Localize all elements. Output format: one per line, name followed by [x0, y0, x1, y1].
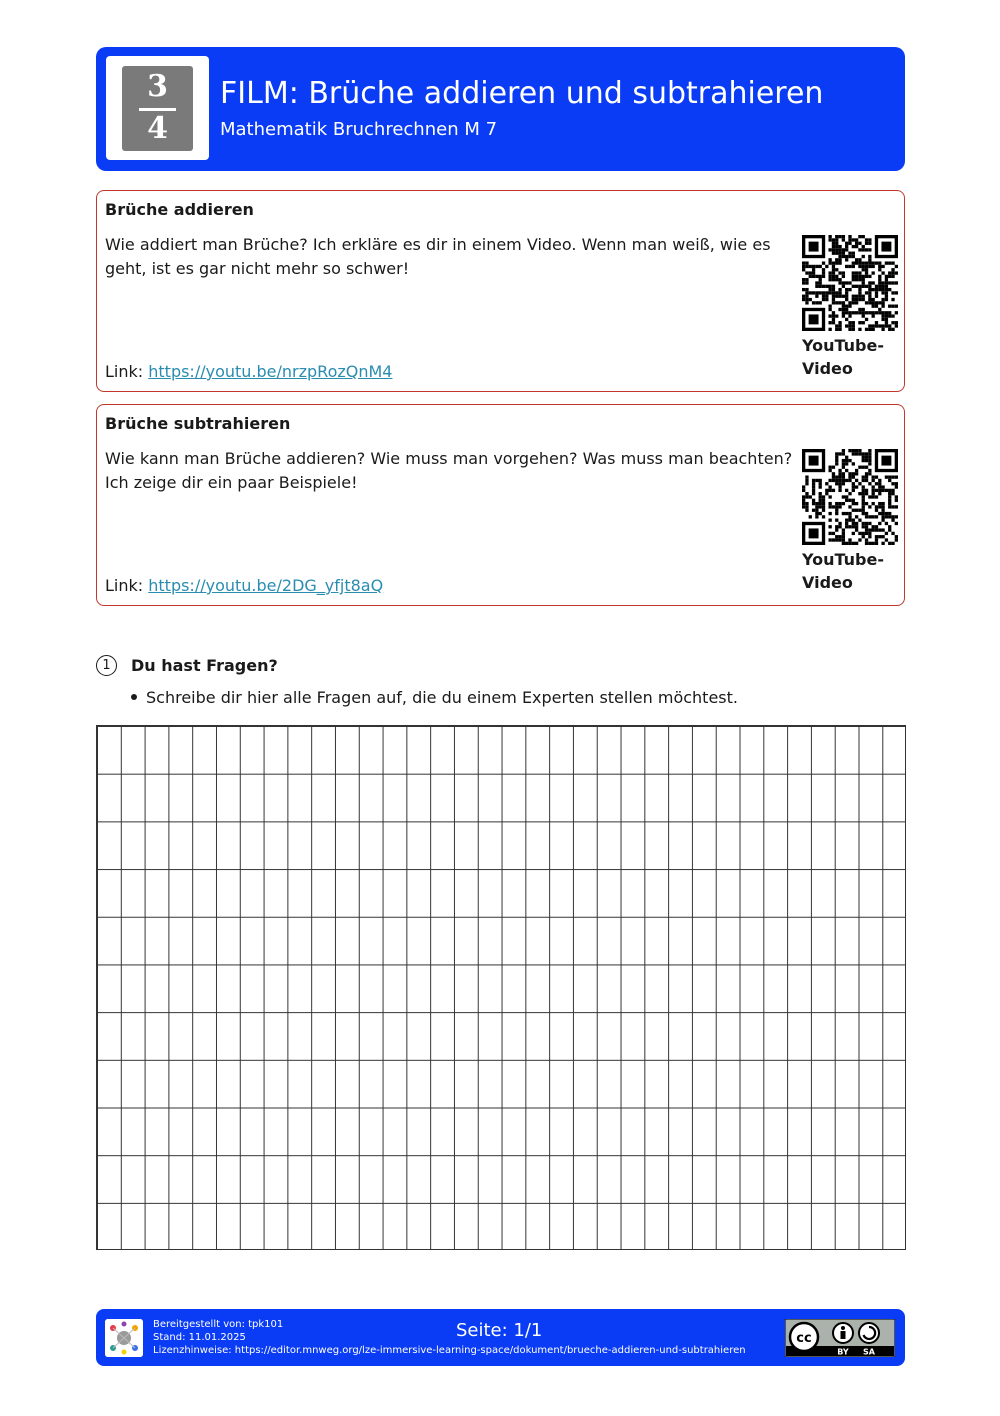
card-title: Brüche addieren [105, 200, 254, 219]
video-link[interactable]: https://youtu.be/2DG_yfjt8aQ [148, 576, 384, 595]
cc-sa-label: SA [863, 1347, 875, 1357]
qr-code-icon [802, 235, 898, 331]
cc-license-icon [785, 1319, 895, 1357]
task-instruction-text: Schreibe dir hier alle Fragen auf, die du einem Experten stellen möchtest. [146, 688, 738, 707]
qr-caption: YouTube-Video [802, 336, 884, 378]
video-card-addieren [96, 190, 905, 392]
footer-meta [153, 1318, 746, 1357]
svg-text:cc: cc [796, 1331, 812, 1346]
task-title: Du hast Fragen? [131, 656, 278, 675]
card-text: Wie addiert man Brüche? Ich erkläre es dir in einem Video. Wenn man weiß, wie es geht, ist es gar nicht mehr so schwer! [105, 235, 771, 278]
card-text: Wie kann man Brüche addieren? Wie muss man vorgehen? Was muss man beachten? Ich zeige dir ein paar Beispiele! [105, 449, 793, 492]
footer-bar [96, 1309, 905, 1366]
task-instruction [131, 687, 738, 709]
page-title: FILM: Brüche addieren und subtrahieren [220, 76, 824, 111]
link-label: Link: [105, 576, 149, 595]
qr-code-icon [802, 449, 898, 545]
page-subtitle: Mathematik Bruchrechnen M 7 [220, 119, 498, 140]
fraction-logo-icon [106, 56, 209, 160]
header-banner [96, 47, 905, 171]
logo-numerator: 3 [147, 69, 168, 104]
license-note: Lizenzhinweise: https://editor.mnweg.org/lze-immersive-learning-space/dokument/brueche-addieren-und-subtrahieren [153, 1345, 746, 1356]
circled-number-icon: 1 [96, 655, 117, 676]
bullet-icon [131, 694, 137, 700]
qr-caption: YouTube-Video [802, 550, 884, 592]
logo-denominator: 4 [147, 111, 168, 146]
provided-by: Bereitgestellt von: tpk101 [153, 1319, 284, 1330]
writing-grid[interactable] [96, 725, 906, 1250]
link-label: Link: [105, 362, 149, 381]
card-link-row [105, 575, 383, 597]
video-card-subtrahieren [96, 404, 905, 606]
card-title: Brüche subtrahieren [105, 414, 291, 433]
page-number: Seite: 1/1 [456, 1320, 543, 1341]
mnweg-logo-icon [105, 1319, 143, 1357]
cc-by-label: BY [837, 1347, 849, 1357]
date-stamp: Stand: 11.01.2025 [153, 1332, 246, 1343]
video-link[interactable]: https://youtu.be/nrzpRozQnM4 [148, 362, 393, 381]
card-link-row [105, 361, 392, 383]
